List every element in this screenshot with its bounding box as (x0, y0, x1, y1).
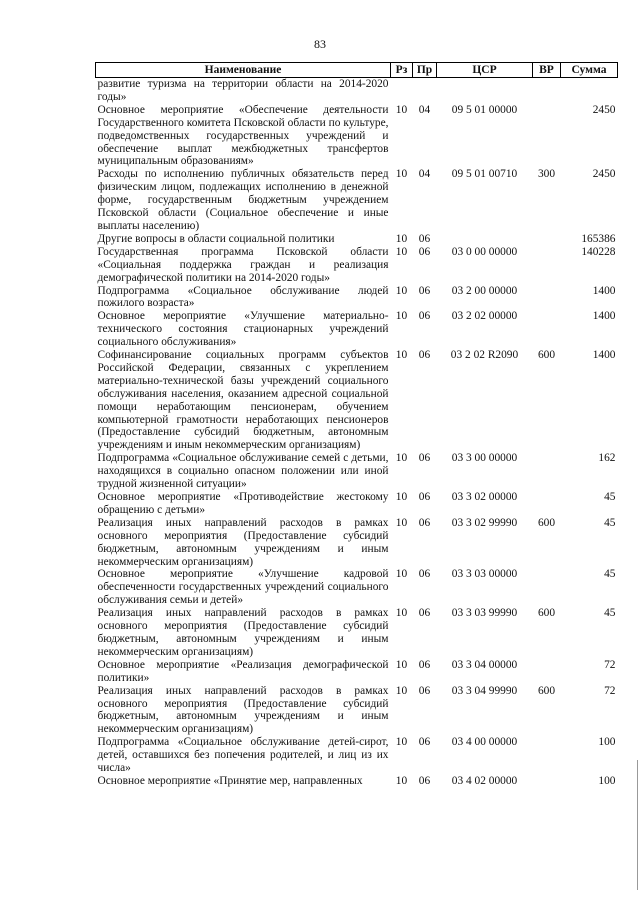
scan-edge-line (637, 760, 638, 890)
header-vr: ВР (533, 63, 561, 78)
cell-vr: 600 (537, 607, 556, 620)
cell-vr (533, 491, 561, 517)
cell-vr: 300 (537, 168, 556, 181)
cell-sum: 45 (604, 607, 616, 620)
cell-pr: 06 (418, 491, 431, 503)
cell-vr (533, 568, 561, 607)
cell-name: Реализация иных направлений расходов в рамках основного мероприятия (Предоставление субсидий бюджетным, автономным учреждениям и иным некоммерческим организациям) (97, 607, 389, 658)
cell-sum: 45 (604, 491, 616, 503)
cell-csr: 03 4 02 00000 (451, 774, 518, 787)
cell-rz (391, 78, 413, 104)
cell-sum: 1400 (592, 284, 616, 297)
table-row (96, 78, 618, 104)
cell-sum: 45 (604, 568, 616, 581)
cell-csr: 09 5 01 00710 (451, 168, 518, 181)
cell-name: Основное мероприятие «Реализация демографической политики» (97, 658, 389, 684)
cell-pr: 06 (418, 607, 431, 620)
cell-csr: 03 3 02 00000 (451, 491, 518, 503)
cell-vr (533, 310, 561, 349)
cell-sum: 72 (604, 684, 616, 697)
cell-rz: 10 (395, 736, 408, 749)
header-sum: Сумма (561, 63, 618, 78)
cell-name: Расходы по исполнению публичных обязательств перед физическим лицом, подлежащих исполнению в денежной форме, государственным бюджетным учреждением Псковской области (Социальное обеспечение и иные выплаты населению) (97, 168, 389, 232)
header-name: Наименование (96, 63, 391, 78)
cell-vr (533, 285, 561, 311)
table-row (96, 452, 618, 491)
cell-csr: 03 3 04 99990 (451, 684, 518, 697)
cell-csr: 03 2 00 00000 (451, 284, 518, 297)
cell-rz: 10 (395, 284, 408, 297)
table-row (96, 607, 618, 659)
cell-pr: 06 (418, 516, 431, 529)
cell-name: Подпрограмма «Социальное обслуживание семей с детьми, находящихся в социально опасном положении или иной трудной жизненной ситуации» (97, 452, 389, 491)
cell-sum: 100 (598, 736, 616, 749)
table-row (96, 233, 618, 246)
header-rz: Рз (391, 63, 413, 78)
cell-pr (413, 78, 437, 104)
cell-csr: 03 3 04 00000 (451, 658, 518, 671)
cell-vr (533, 233, 561, 246)
cell-csr: 03 2 02 R2090 (450, 349, 519, 362)
cell-vr (533, 736, 561, 775)
cell-pr: 06 (418, 568, 431, 581)
cell-vr (533, 246, 561, 285)
cell-csr: 03 0 00 00000 (451, 245, 518, 258)
cell-name: Основное мероприятие «Обеспечение деятельности Государственного комитета Псковской области по культуре, подведомственных государственных учреждений и обеспечение выплат межбюджетных трансфертов муниципальным образованиям» (97, 103, 389, 168)
cell-sum (561, 78, 618, 104)
cell-csr: 03 4 00 00000 (451, 736, 518, 749)
cell-sum: 72 (604, 658, 616, 671)
cell-name: Другие вопросы в области социальной политики (97, 232, 335, 245)
cell-name: Основное мероприятие «Улучшение кадровой обеспеченности государственных учреждений социального обслуживания семьи и детей» (97, 568, 389, 607)
cell-sum: 1400 (592, 310, 616, 323)
cell-sum: 165386 (581, 232, 616, 245)
header-csr: ЦСР (437, 63, 533, 78)
cell-rz: 10 (395, 607, 408, 620)
cell-vr (533, 78, 561, 104)
cell-name: Реализация иных направлений расходов в рамках основного мероприятия (Предоставление субсидий бюджетным, автономным учреждениям и иным некоммерческим организациям) (97, 684, 389, 736)
table-row (96, 491, 618, 517)
cell-name: Подпрограмма «Социальное обслуживание детей-сирот, детей, оставшихся без попечения родителей, и лиц из их числа» (97, 736, 389, 775)
cell-pr: 06 (418, 245, 431, 258)
table-row (96, 349, 618, 452)
cell-pr: 04 (418, 103, 431, 116)
table-row (96, 285, 618, 311)
cell-vr: 600 (537, 516, 556, 529)
cell-name: Основное мероприятие «Улучшение материально-технического состояния стационарных учреждений социального обслуживания» (97, 310, 389, 349)
cell-vr (533, 775, 561, 788)
cell-pr: 06 (418, 232, 431, 245)
table-row (96, 736, 618, 775)
table-row (96, 568, 618, 607)
cell-csr (437, 233, 533, 246)
table-row (96, 310, 618, 349)
cell-pr: 06 (418, 684, 431, 697)
cell-rz: 10 (395, 168, 408, 181)
cell-csr: 09 5 01 00000 (451, 103, 518, 116)
cell-vr: 600 (537, 349, 556, 362)
cell-rz: 10 (395, 103, 408, 116)
cell-name: Основное мероприятие «Противодействие жестокому обращению с детьми» (97, 491, 389, 516)
table-header-row (96, 63, 618, 78)
page-number: 83 (314, 37, 326, 51)
cell-name: Государственная программа Псковской области «Социальная поддержка граждан и реализация демографической политики на 2014-2020 годы» (97, 245, 389, 284)
cell-name: Подпрограмма «Социальное обслуживание людей пожилого возраста» (97, 284, 389, 310)
cell-sum: 2450 (592, 103, 616, 116)
cell-name: Софинансирование социальных программ субъектов Российской Федерации, связанных с укреплением материально-технической базы учреждений социального обслуживания населения, оказанием адресной социальной помощи неработающим пенсионерам, обучением компьютерной грамотности неработающих пенсионеров (Предоставление субсидий бюджетным, автономным учреждениям и иным некоммерческим организациям) (97, 349, 389, 452)
cell-pr: 04 (418, 168, 431, 181)
cell-pr: 06 (418, 774, 431, 787)
cell-rz: 10 (395, 232, 408, 245)
cell-csr: 03 3 03 00000 (451, 568, 518, 581)
cell-rz: 10 (395, 684, 408, 697)
table-row (96, 775, 618, 788)
cell-pr: 06 (418, 349, 431, 362)
cell-vr (533, 104, 561, 169)
cell-pr: 06 (418, 310, 431, 323)
table-row (96, 168, 618, 233)
cell-rz: 10 (395, 491, 408, 503)
cell-sum: 2450 (592, 168, 616, 181)
cell-csr: 03 2 02 00000 (451, 310, 518, 323)
cell-vr (533, 659, 561, 685)
cell-rz: 10 (395, 658, 408, 671)
cell-sum: 140228 (581, 245, 616, 258)
cell-pr: 06 (418, 284, 431, 297)
cell-rz: 10 (395, 245, 408, 258)
table-row (96, 104, 618, 169)
cell-rz: 10 (395, 568, 408, 581)
cell-sum: 162 (598, 452, 616, 465)
cell-csr: 03 3 02 99990 (451, 516, 518, 529)
cell-rz: 10 (395, 774, 408, 787)
cell-sum: 45 (604, 516, 616, 529)
budget-table (95, 62, 618, 788)
header-pr: Пр (413, 63, 437, 78)
table-row (96, 246, 618, 285)
cell-rz: 10 (395, 452, 408, 465)
cell-rz: 10 (395, 349, 408, 362)
cell-csr: 03 3 03 99990 (451, 607, 518, 620)
cell-rz: 10 (395, 516, 408, 529)
table-row (96, 659, 618, 685)
cell-name: Реализация иных направлений расходов в рамках основного мероприятия (Предоставление субсидий бюджетным, автономным учреждениям и иным некоммерческим организациям) (97, 516, 389, 568)
cell-pr: 06 (418, 452, 431, 465)
cell-vr (533, 452, 561, 491)
cell-sum: 1400 (592, 349, 616, 362)
cell-vr: 600 (537, 684, 556, 697)
cell-pr: 06 (418, 658, 431, 671)
cell-csr (437, 78, 533, 104)
table-row (96, 517, 618, 569)
cell-sum: 100 (598, 774, 616, 787)
cell-rz: 10 (395, 310, 408, 323)
table-row (96, 685, 618, 737)
cell-name: Основное мероприятие «Принятие мер, направленных (97, 774, 363, 787)
cell-pr: 06 (418, 736, 431, 749)
cell-name: развитие туризма на территории области на 2014-2020 годы» (97, 78, 389, 103)
cell-csr: 03 3 00 00000 (451, 452, 518, 465)
